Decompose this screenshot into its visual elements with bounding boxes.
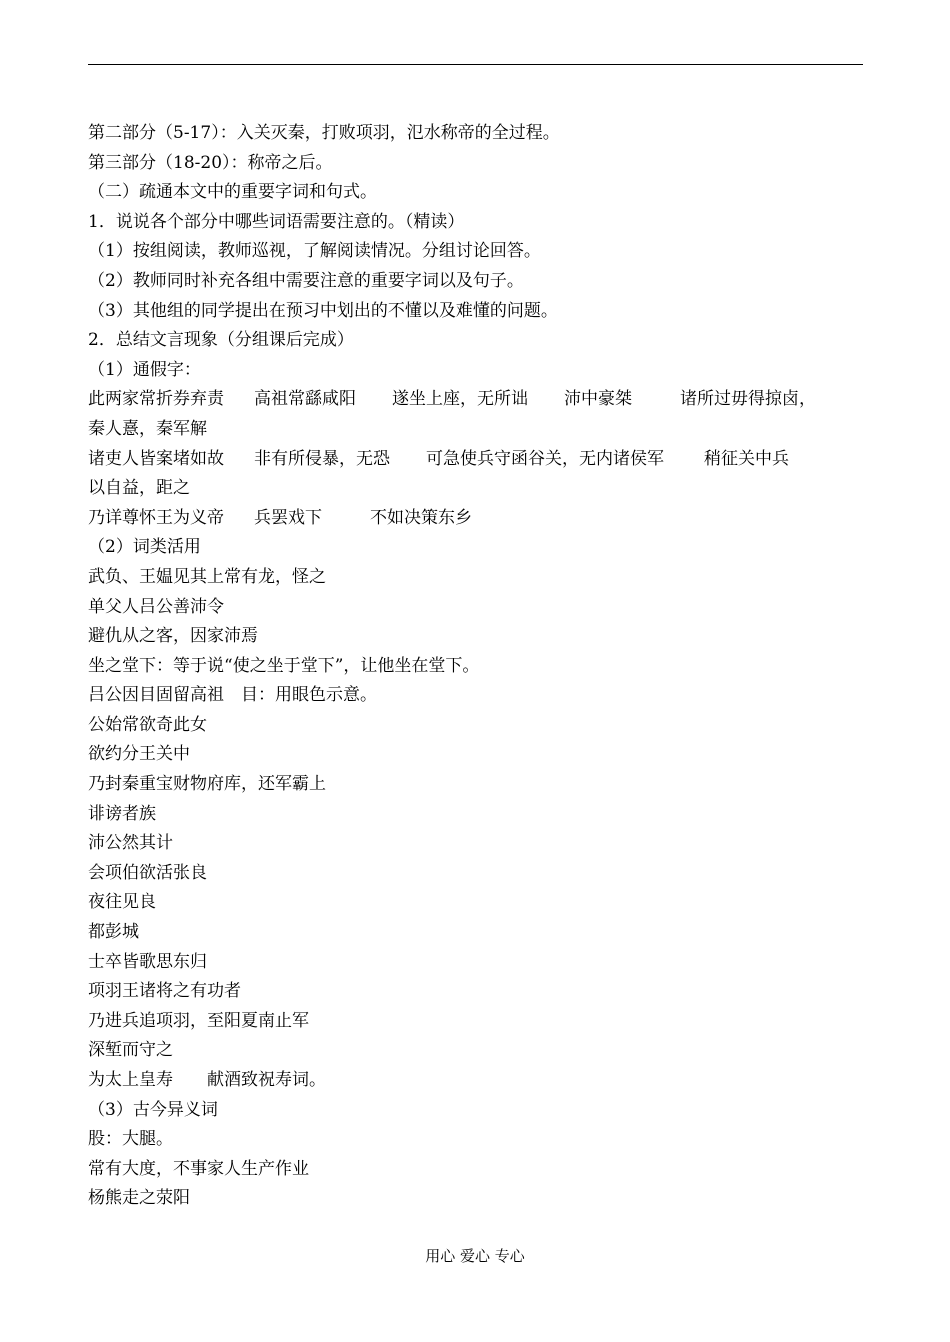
cilei-item: 乃进兵追项羽，至阳夏南止军 [88,1010,309,1031]
cilei-item: 诽谤者族 [88,803,156,824]
cilei-item: 吕公因目固留高祖 目：用眼色示意。 [88,685,377,706]
tongjia-item: 不如决策东乡 [370,507,472,528]
tongjia-row [88,504,868,534]
tongjia-item: 诸吏人皆案堵如故 [88,448,224,469]
header-rule [88,64,863,65]
cilei-item: 欲约分王关中 [88,744,190,765]
gujin-item: 杨熊走之荥阳 [88,1188,190,1209]
tongjia-item: 此两家常折券弃责 [88,389,224,410]
tongjia-item: 遂坐上座，无所诎 [392,389,528,410]
text-line: （1）按组阅读，教师巡视，了解阅读情况。分组讨论回答。 [88,241,541,262]
section-heading-cilei: （2）词类活用 [88,537,201,558]
cilei-item: 公始常欲奇此女 [88,714,207,735]
tongjia-item: 乃详尊怀王为义帝 [88,507,224,528]
cilei-item: 都彭城 [88,922,139,943]
cilei-item: 武负、王媪见其上常有龙，怪之 [88,566,326,587]
tongjia-row [88,445,868,475]
text-line: 第二部分（5-17）：入关灭秦，打败项羽，氾水称帝的全过程。 [88,123,560,143]
tongjia-item: 兵罢戏下 [254,507,322,528]
tongjia-item: 可急使兵守函谷关，无内诸侯军 [426,448,664,469]
text-line: （二）疏通本文中的重要字词和句式。 [88,182,377,203]
gujin-item: 常有大度，不事家人生产作业 [88,1158,309,1179]
tongjia-row [88,385,868,415]
tongjia-row-continued: 秦人憙，秦军解 [88,418,207,439]
tongjia-item: 非有所侵暴，无恐 [254,448,390,469]
text-line: 第三部分（18-20）：称帝之后。 [88,152,333,173]
cilei-item: 项羽王诸将之有功者 [88,981,241,1002]
cilei-item: 单父人吕公善沛令 [88,596,224,617]
tongjia-item: 诸所过毋得掠卤， [680,389,816,410]
text-line: 1．说说各个部分中哪些词语需要注意的。（精读） [88,211,465,232]
text-line: （2）教师同时补充各组中需要注意的重要字词以及句子。 [88,270,524,291]
tongjia-row-continued: 以自益，距之 [88,478,190,499]
text-line: （1）通假字： [88,359,201,380]
tongjia-item: 沛中豪桀 [564,389,632,410]
cilei-item: 避仇从之客，因家沛焉 [88,626,258,647]
cilei-item: 会项伯欲活张良 [88,862,207,883]
tongjia-item: 高祖常繇咸阳 [254,389,356,410]
cilei-item: 坐之堂下：等于说“使之坐于堂下”，让他坐在堂下。 [88,655,480,676]
text-line: 2．总结文言现象（分组课后完成） [88,330,354,351]
cilei-item: 深堑而守之 [88,1040,173,1061]
cilei-item: 为太上皇寿 献酒致祝寿词。 [88,1070,326,1090]
gujin-item: 股：大腿。 [88,1129,173,1150]
section-heading-gujin: （3）古今异义词 [88,1099,218,1120]
cilei-item: 乃封秦重宝财物府库，还军霸上 [88,774,326,795]
cilei-item: 沛公然其计 [88,833,173,854]
cilei-item: 士卒皆歌思东归 [88,951,207,972]
cilei-item: 夜往见良 [88,892,156,913]
page-footer: 用心 爱心 专心 [425,1247,525,1265]
text-line: （3）其他组的同学提出在预习中划出的不懂以及难懂的问题。 [88,300,558,321]
document-body [88,119,868,1214]
tongjia-item: 稍征关中兵 [704,448,789,469]
